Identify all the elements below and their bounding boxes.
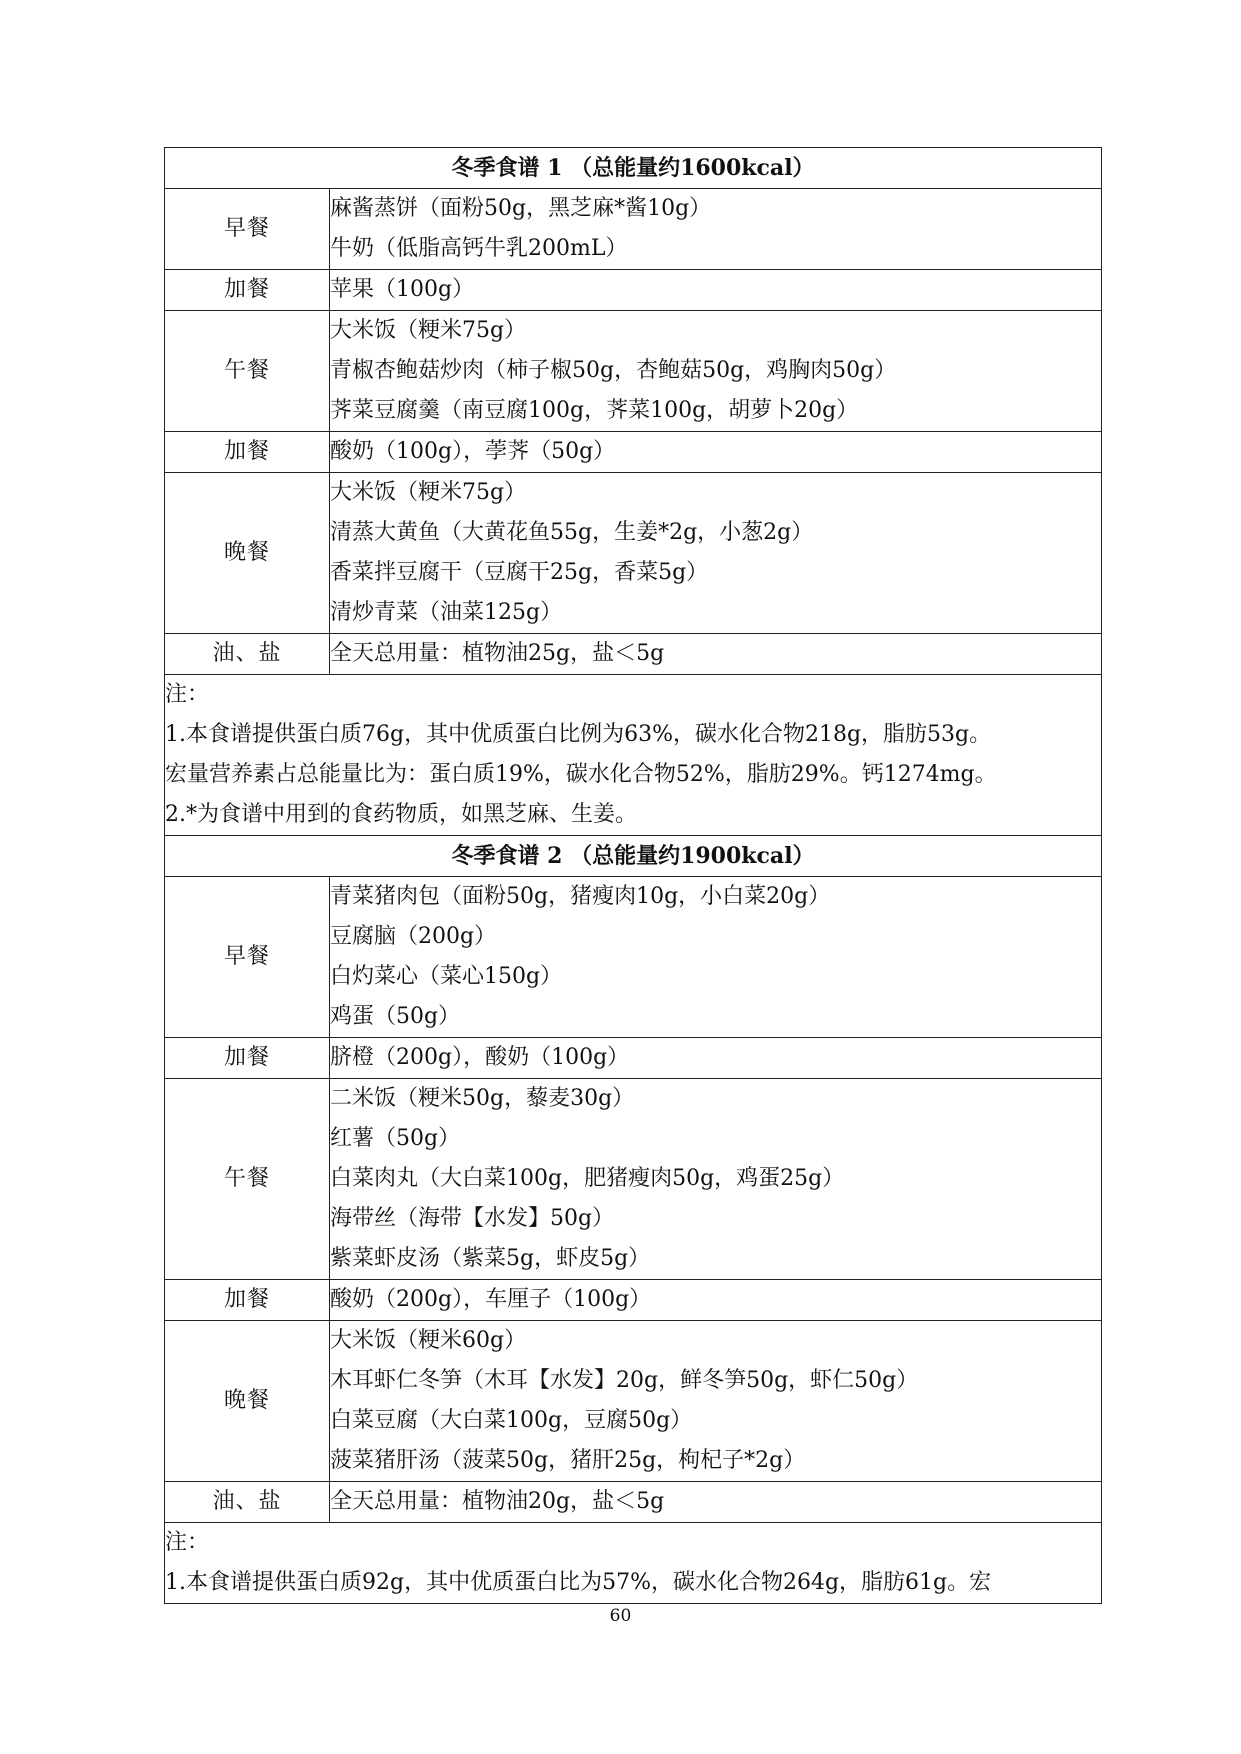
note-line: 1.本食谱提供蛋白质92g，其中优质蛋白比为57%，碳水化合物264g，脂肪61g。宏 (165, 1570, 992, 1595)
meal-row (165, 432, 1102, 473)
note-line: 1.本食谱提供蛋白质76g，其中优质蛋白比例为63%，碳水化合物218g，脂肪53g。 (165, 722, 992, 747)
meal-row (165, 1482, 1102, 1523)
meal-items (330, 1038, 1102, 1079)
winter-menu-table (164, 147, 1102, 1604)
meal-items (330, 473, 1102, 634)
meal-item: 红薯（50g） (330, 1126, 461, 1151)
meal-name: 午餐 (165, 1079, 330, 1280)
meal-row (165, 634, 1102, 675)
meal-item: 海带丝（海带【水发】50g） (330, 1206, 615, 1231)
meal-items (330, 1079, 1102, 1280)
meal-row (165, 311, 1102, 432)
menu-title-row (165, 836, 1102, 877)
meal-row (165, 189, 1102, 270)
meal-row (165, 1079, 1102, 1280)
menu-notes (165, 1523, 1102, 1604)
meal-item: 豆腐脑（200g） (330, 924, 497, 949)
meal-item: 香菜拌豆腐干（豆腐干25g，香菜5g） (330, 560, 709, 585)
note-line: 注： (165, 1530, 210, 1555)
menu-title: 冬季食谱 2 （总能量约1900kcal） (165, 836, 1102, 877)
menu-title: 冬季食谱 1 （总能量约1600kcal） (165, 148, 1102, 189)
meal-name: 晚餐 (165, 473, 330, 634)
meal-item: 苹果（100g） (330, 277, 475, 302)
meal-item: 大米饭（粳米75g） (330, 318, 527, 343)
menu-notes (165, 675, 1102, 836)
meal-row (165, 1280, 1102, 1321)
meal-item: 荠菜豆腐羹（南豆腐100g，荠菜100g，胡萝卜20g） (330, 398, 859, 423)
notes-row (165, 1523, 1102, 1604)
meal-item: 鸡蛋（50g） (330, 1004, 461, 1029)
meal-name: 加餐 (165, 432, 330, 473)
meal-item: 酸奶（200g），车厘子（100g） (330, 1287, 652, 1312)
meal-items (330, 311, 1102, 432)
meal-name: 早餐 (165, 877, 330, 1038)
meal-row (165, 1038, 1102, 1079)
meal-item: 酸奶（100g），荸荠（50g） (330, 439, 616, 464)
meal-item: 二米饭（粳米50g，藜麦30g） (330, 1086, 635, 1111)
meal-row (165, 1321, 1102, 1482)
note-line: 2.*为食谱中用到的食药物质，如黑芝麻、生姜。 (165, 802, 637, 827)
menu-title-row (165, 148, 1102, 189)
meal-items (330, 1482, 1102, 1523)
meal-row (165, 473, 1102, 634)
meal-item: 白菜肉丸（大白菜100g，肥猪瘦肉50g，鸡蛋25g） (330, 1166, 845, 1191)
meal-item: 牛奶（低脂高钙牛乳200mL） (330, 236, 628, 261)
note-line: 注： (165, 682, 210, 707)
meal-item: 脐橙（200g），酸奶（100g） (330, 1045, 630, 1070)
meal-name: 午餐 (165, 311, 330, 432)
meal-item: 大米饭（粳米60g） (330, 1328, 527, 1353)
meal-item: 全天总用量：植物油20g，盐＜5g (330, 1489, 665, 1514)
meal-item: 青椒杏鲍菇炒肉（柿子椒50g，杏鲍菇50g，鸡胸肉50g） (330, 358, 897, 383)
meal-name: 油、盐 (165, 1482, 330, 1523)
meal-item: 青菜猪肉包（面粉50g，猪瘦肉10g，小白菜20g） (330, 884, 831, 909)
meal-name: 油、盐 (165, 634, 330, 675)
page-number: 60 (609, 1606, 632, 1626)
meal-items (330, 877, 1102, 1038)
meal-item: 木耳虾仁冬笋（木耳【水发】20g，鲜冬笋50g，虾仁50g） (330, 1368, 919, 1393)
meal-items (330, 270, 1102, 311)
meal-item: 麻酱蒸饼（面粉50g，黑芝麻*酱10g） (330, 196, 712, 221)
meal-item: 紫菜虾皮汤（紫菜5g，虾皮5g） (330, 1246, 651, 1271)
meal-row (165, 270, 1102, 311)
meal-name: 早餐 (165, 189, 330, 270)
meal-item: 白菜豆腐（大白菜100g，豆腐50g） (330, 1408, 693, 1433)
meal-row (165, 877, 1102, 1038)
meal-item: 清炒青菜（油菜125g） (330, 600, 563, 625)
meal-item: 菠菜猪肝汤（菠菜50g，猪肝25g，枸杞子*2g） (330, 1448, 806, 1473)
meal-name: 加餐 (165, 1038, 330, 1079)
meal-name: 加餐 (165, 1280, 330, 1321)
note-line: 宏量营养素占总能量比为：蛋白质19%，碳水化合物52%，脂肪29%。钙1274mg。 (165, 762, 997, 787)
meal-item: 清蒸大黄鱼（大黄花鱼55g，生姜*2g，小葱2g） (330, 520, 814, 545)
meal-item: 白灼菜心（菜心150g） (330, 964, 563, 989)
meal-item: 全天总用量：植物油25g，盐＜5g (330, 641, 665, 666)
meal-item: 大米饭（粳米75g） (330, 480, 527, 505)
meal-items (330, 634, 1102, 675)
meal-name: 晚餐 (165, 1321, 330, 1482)
meal-items (330, 432, 1102, 473)
meal-items (330, 1321, 1102, 1482)
meal-name: 加餐 (165, 270, 330, 311)
meal-items (330, 189, 1102, 270)
notes-row (165, 675, 1102, 836)
meal-items (330, 1280, 1102, 1321)
